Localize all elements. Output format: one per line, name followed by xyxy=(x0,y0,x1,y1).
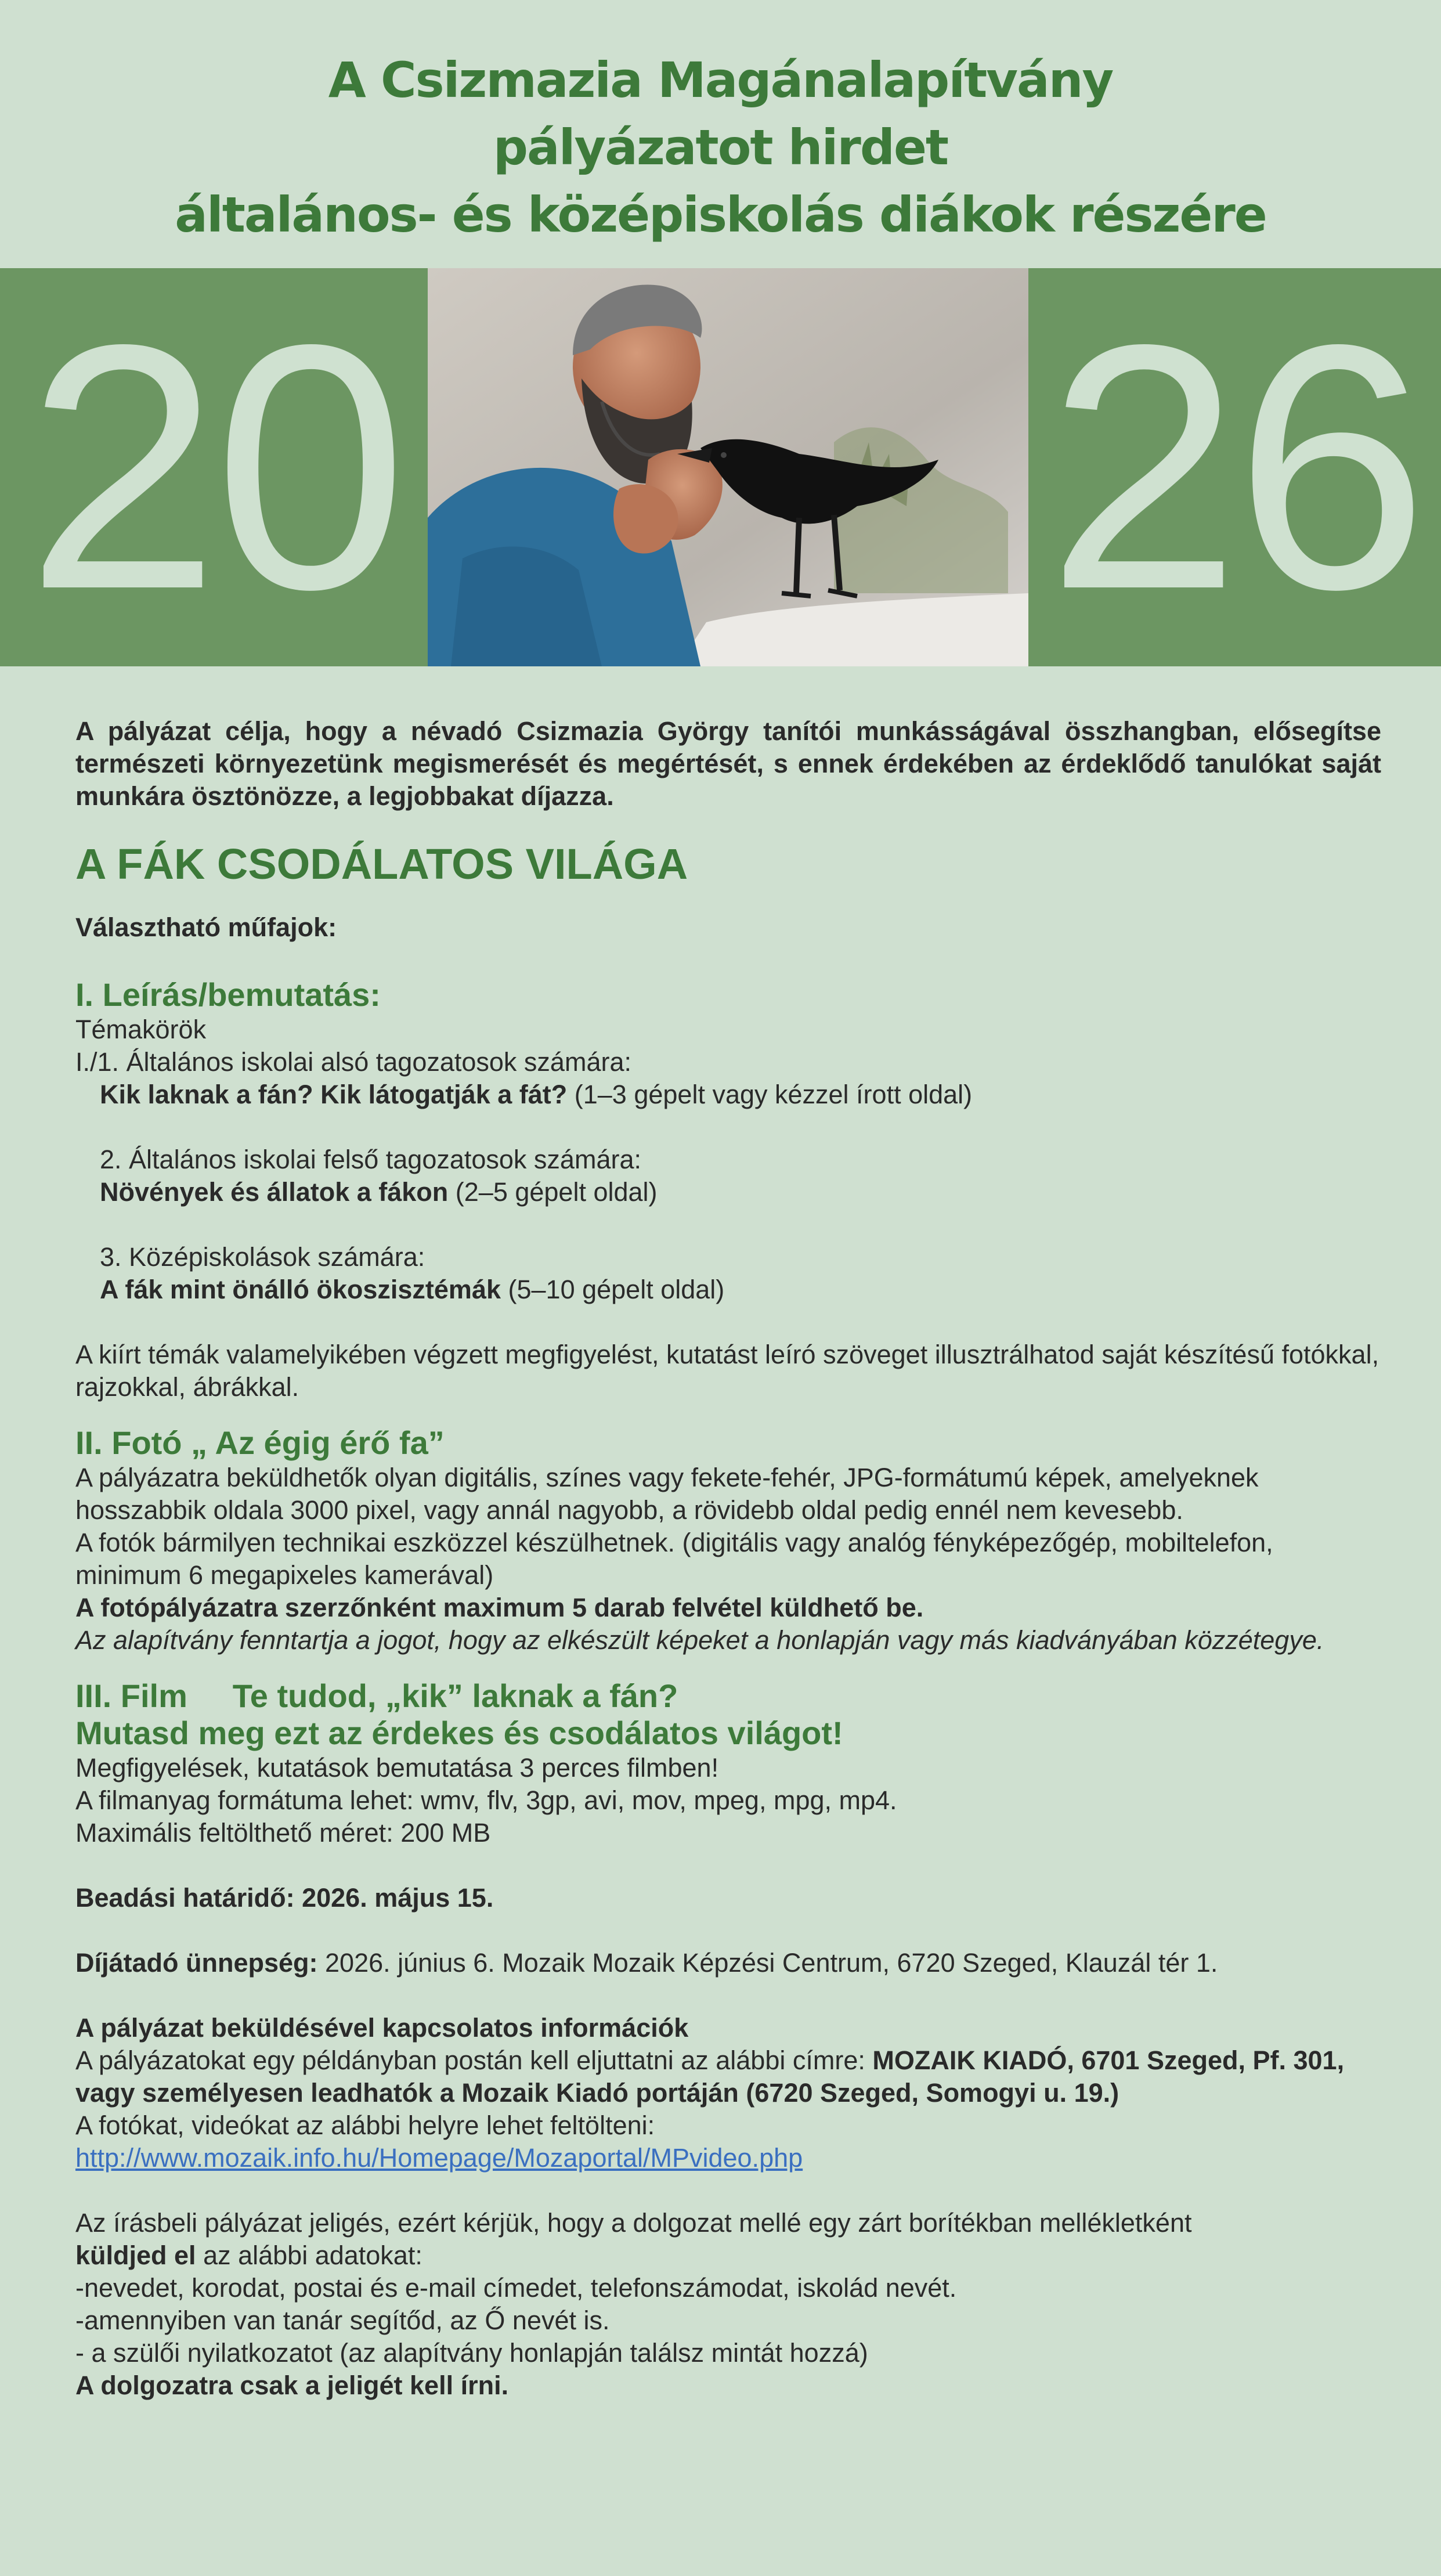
closing-line2 xyxy=(75,2239,1381,2272)
closing-line2-bold: küldjed el xyxy=(75,2241,196,2270)
closing-line2-rest: az alábbi adatokat: xyxy=(196,2241,422,2270)
submission-text1: A pályázatokat egy példányban postán kell eljuttatni az alábbi címre: xyxy=(75,2045,873,2075)
deadline: Beadási határidő: 2026. május 15. xyxy=(75,1883,494,1913)
section3-line1: Megfigyelések, kutatások bemutatása 3 perces filmben! xyxy=(75,1753,719,1783)
year-left: 20 xyxy=(26,273,402,662)
item3-title: A fák mint önálló ökoszisztémák xyxy=(100,1275,501,1304)
item1-title: Kik laknak a fán? Kik látogatják a fát? xyxy=(100,1080,568,1109)
section3-line3: Maximális feltölthető méret: 200 MB xyxy=(75,1818,491,1848)
closing-item3: - a szülői nyilatkozatot (az alapítvány honlapján találsz mintát hozzá) xyxy=(75,2338,868,2368)
ceremony-line xyxy=(75,1947,1381,1979)
section2-heading: II. Fotó „ Az égig érő fa” xyxy=(75,1424,445,1461)
intro-paragraph: A pályázat célja, hogy a névadó Csizmazia György tanítói munkásságával összhangban, elősegítse természeti környezetünk megismerését és megértését, s ennek érdekében az érdeklődő tanulókat saját munkára ösztönözze, a legjobbakat díjazza. xyxy=(75,716,1381,811)
item1-line xyxy=(75,1078,1381,1111)
closing-line1: Az írásbeli pályázat jeligés, ezért kérjük, hogy a dolgozat mellé egy zárt borítékban mellékletként xyxy=(75,2208,1192,2238)
section2-line2: A fotók bármilyen technikai eszközzel készülhetnek. (digitális vagy analóg fényképezőgép, mobiltelefon, minimum 6 megapixeles kamerával) xyxy=(75,1528,1273,1590)
item3-note: (5–10 gépelt oldal) xyxy=(501,1275,725,1304)
topics-label: Témakörök xyxy=(75,1015,207,1044)
page-title xyxy=(0,46,1441,248)
section3-line2: A filmanyag formátuma lehet: wmv, flv, 3gp, avi, mov, mpeg, mpg, mp4. xyxy=(75,1785,897,1815)
theme-title: A FÁK CSODÁLATOS VILÁGA xyxy=(75,840,688,888)
section1-heading: I. Leírás/bemutatás: xyxy=(75,976,381,1013)
title-line-3: általános- és középiskolás diákok részére xyxy=(175,186,1266,243)
item2-label: 2. Általános iskolai felső tagozatosok számára: xyxy=(100,1145,641,1174)
closing-final: A dolgozatra csak a jeligét kell írni. xyxy=(75,2371,509,2400)
section2-line3: A fotópályázatra szerzőnként maximum 5 darab felvétel küldhető be. xyxy=(75,1593,924,1622)
man-with-raven-photo xyxy=(428,268,1028,666)
submission-heading: A pályázat beküldésével kapcsolatos információk xyxy=(75,2013,689,2043)
announcement-body xyxy=(75,715,1381,2402)
upload-link[interactable]: http://www.mozaik.info.hu/Homepage/Mozaportal/MPvideo.php xyxy=(75,2143,803,2173)
item3-label: 3. Középiskolások számára: xyxy=(100,1242,425,1272)
ceremony-text: 2026. június 6. Mozaik Mozaik Képzési Centrum, 6720 Szeged, Klauzál tér 1. xyxy=(317,1948,1218,1978)
title-line-1: A Csizmazia Magánalapítvány xyxy=(328,52,1113,109)
submission-address-line xyxy=(75,2044,1381,2109)
title-line-2: pályázatot hirdet xyxy=(493,119,948,176)
section3-heading-line1: III. Film Te tudod, „kik” laknak a fán? xyxy=(75,1677,678,1714)
item2-line xyxy=(75,1176,1381,1208)
item3-line xyxy=(75,1273,1381,1306)
section2-line4: Az alapítvány fenntartja a jogot, hogy az elkészült képeket a honlapján vagy más kiadványában közzétegye. xyxy=(75,1625,1324,1655)
submission-text2: A fotókat, videókat az alábbi helyre lehet feltölteni: xyxy=(75,2110,655,2140)
section2-line1: A pályázatra beküldhetők olyan digitális, színes vagy fekete-fehér, JPG-formátumú képek, amelyeknek hosszabbik oldala 3000 pixel, vagy annál nagyobb, a rövidebb oldal pedig ennél nem kevesebb. xyxy=(75,1463,1259,1525)
closing-item1: -nevedet, korodat, postai és e-mail címedet, telefonszámodat, iskolád nevét. xyxy=(75,2273,957,2303)
item1-label: I./1. Általános iskolai alsó tagozatosok számára: xyxy=(75,1047,631,1077)
genres-label: Választható műfajok: xyxy=(75,912,337,942)
section1-note: A kiírt témák valamelyikében végzett megfigyelést, kutatást leíró szöveget illusztrálhatod saját készítésű fotókkal, rajzokkal, ábrákkal. xyxy=(75,1340,1379,1402)
section3-heading-line2: Mutasd meg ezt az érdekes és csodálatos világot! xyxy=(75,1715,843,1751)
closing-item2: -amennyiben van tanár segítőd, az Ő nevét is. xyxy=(75,2306,610,2335)
item1-note: (1–3 gépelt vagy kézzel írott oldal) xyxy=(567,1080,973,1109)
submission-address: MOZAIK KIADÓ, 6701 Szeged, Pf. 301, vagy személyesen leadhatók a Mozaik Kiadó portáján (6720 Szeged, Somogyi u. 19.) xyxy=(75,2045,1345,2108)
ceremony-label: Díjátadó ünnepség: xyxy=(75,1948,318,1978)
year-right: 26 xyxy=(1046,273,1423,662)
item2-title: Növények és állatok a fákon xyxy=(100,1177,449,1207)
item2-note: (2–5 gépelt oldal) xyxy=(448,1177,658,1207)
